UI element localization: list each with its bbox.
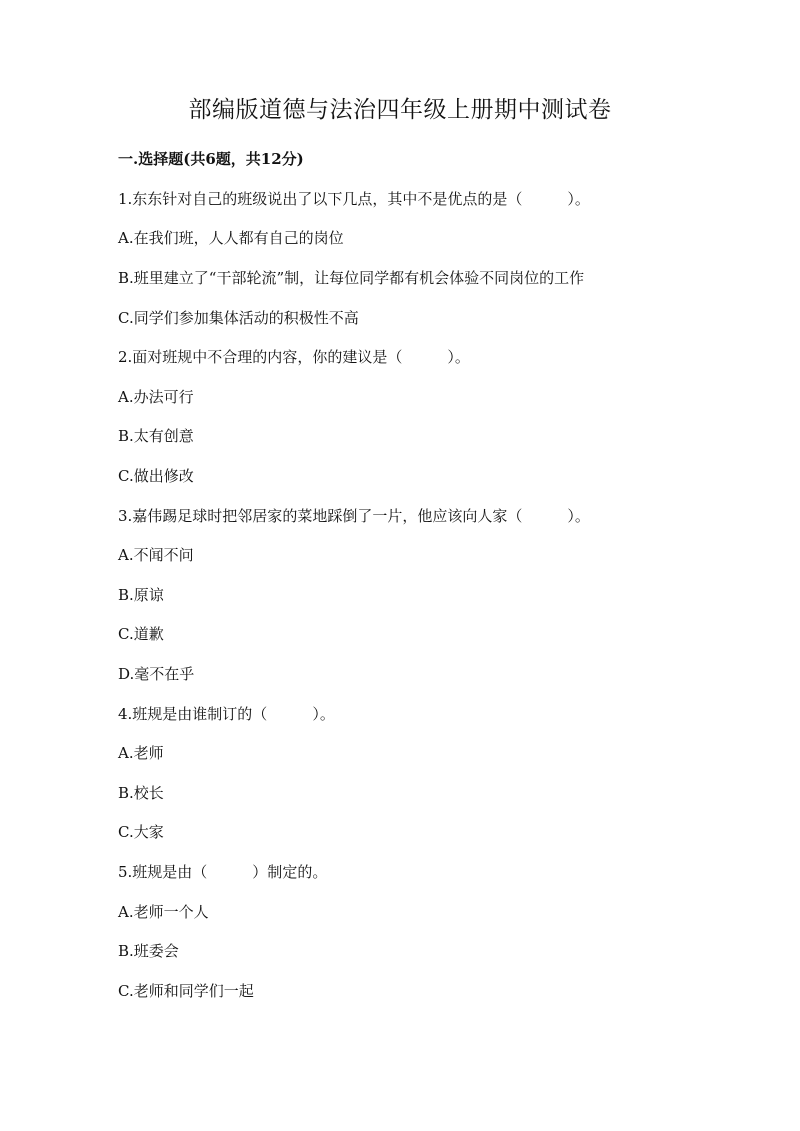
question-5-option-b: B.班委会 (118, 942, 179, 960)
question-4-stem: 4.班规是由谁制订的（ ）。 (118, 705, 335, 723)
question-1-option-b: B.班里建立了“干部轮流”制，让每位同学都有机会体验不同岗位的工作 (118, 269, 585, 287)
question-3-stem: 3.嘉伟踢足球时把邻居家的菜地踩倒了一片，他应该向人家（ ）。 (118, 507, 590, 525)
question-2-option-b: B.太有创意 (118, 427, 194, 445)
question-5-option-c: C.老师和同学们一起 (118, 982, 254, 1000)
question-3-option-a: A.不闻不问 (118, 546, 194, 564)
question-3-option-c: C.道歉 (118, 625, 164, 643)
question-4-option-a: A.老师 (118, 744, 164, 762)
question-1-stem: 1.东东针对自己的班级说出了以下几点，其中不是优点的是（ ）。 (118, 190, 590, 208)
question-4-option-b: B.校长 (118, 784, 164, 802)
question-4-option-c: C.大家 (118, 823, 164, 841)
question-1-option-c: C.同学们参加集体活动的积极性不高 (118, 309, 359, 327)
question-1-option-a: A.在我们班，人人都有自己的岗位 (118, 229, 344, 247)
question-2-option-a: A.办法可行 (118, 388, 194, 406)
question-5-option-a: A.老师一个人 (118, 903, 209, 921)
question-5-stem: 5.班规是由（ ）制定的。 (118, 863, 328, 881)
question-2-stem: 2.面对班规中不合理的内容，你的建议是（ ）。 (118, 348, 470, 366)
question-3-option-b: B.原谅 (118, 586, 164, 604)
question-2-option-c: C.做出修改 (118, 467, 194, 485)
section-heading: 一.选择题(共6题，共12分) (118, 150, 304, 168)
page-title: 部编版道德与法治四年级上册期中测试卷 (188, 97, 612, 123)
question-3-option-d: D.毫不在乎 (118, 665, 195, 683)
